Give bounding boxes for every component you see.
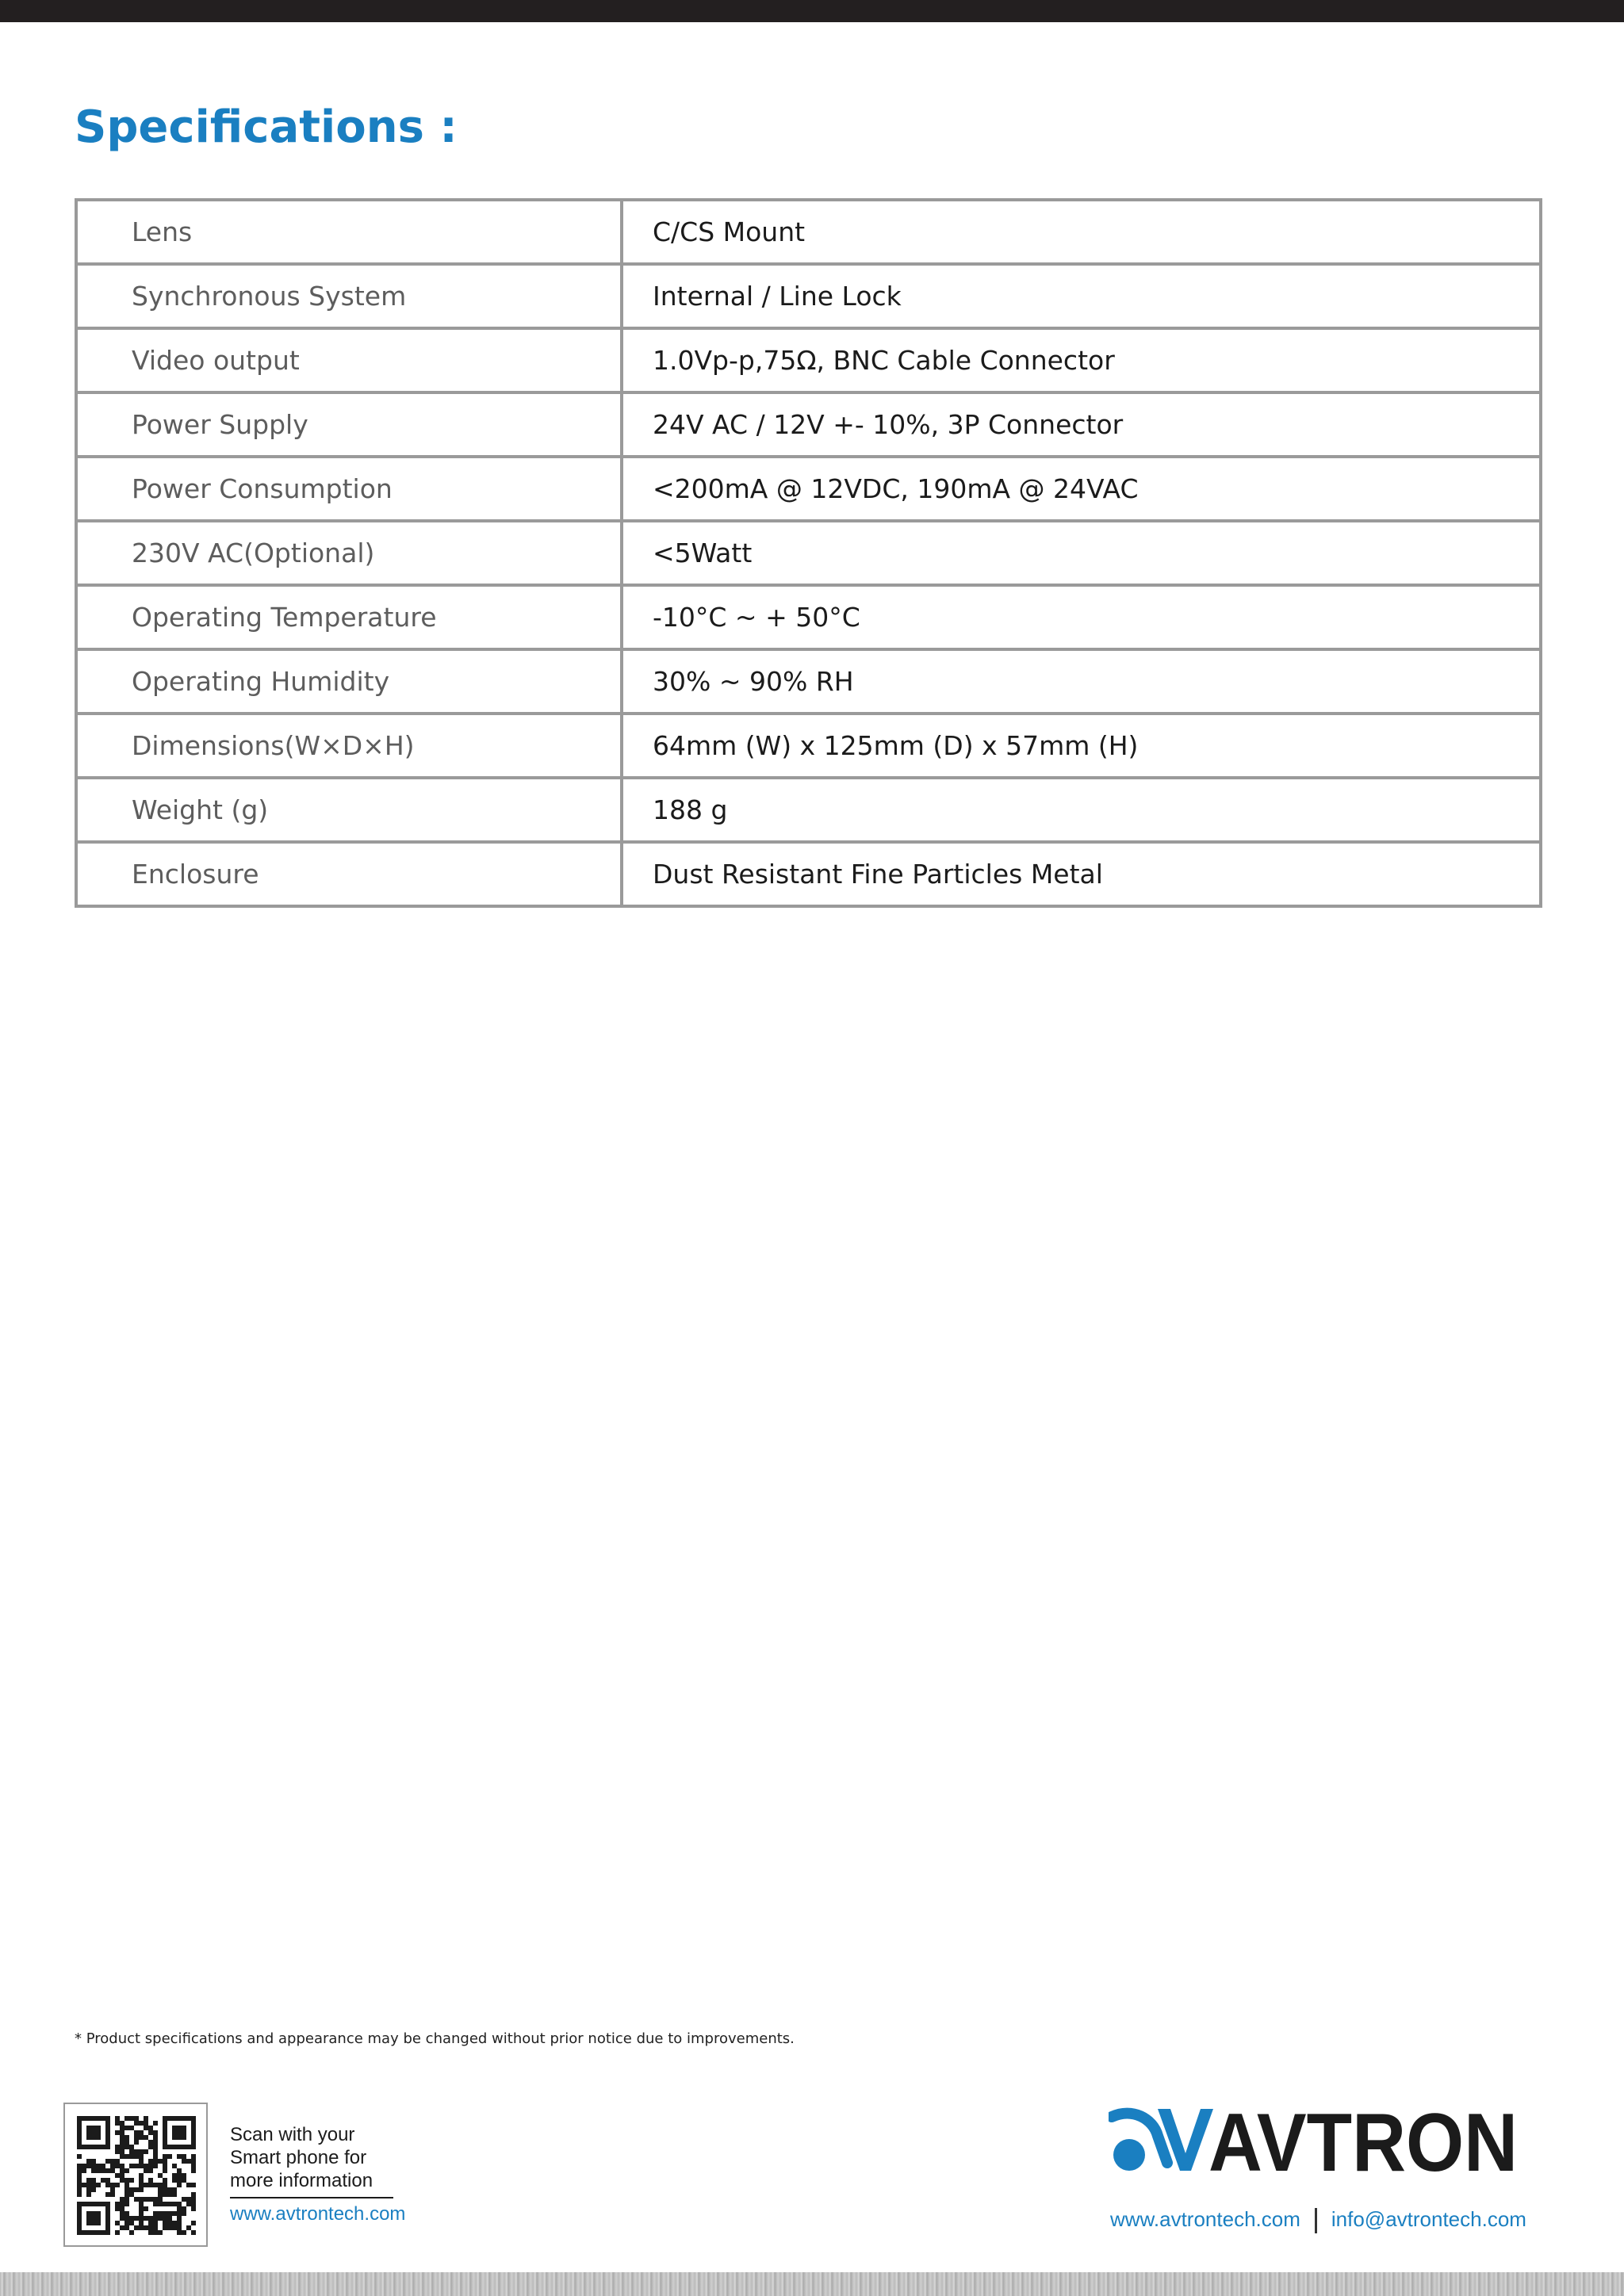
spec-value: Dust Resistant Fine Particles Metal: [622, 842, 1541, 906]
spec-row: [76, 778, 1541, 842]
spec-label: Enclosure: [76, 842, 622, 906]
spec-row: [76, 328, 1541, 392]
bottom-bar: [0, 2272, 1624, 2296]
spec-value: 1.0Vp-p,75Ω, BNC Cable Connector: [622, 328, 1541, 392]
qr-code: [63, 2103, 208, 2247]
scan-line: Scan with your: [230, 2124, 355, 2145]
divider: [230, 2197, 393, 2198]
logo-text: AVTRON: [1208, 2104, 1518, 2175]
spec-row: [76, 649, 1541, 714]
spec-value: 64mm (W) x 125mm (D) x 57mm (H): [622, 714, 1541, 778]
top-bar: [0, 0, 1624, 22]
spec-value: <5Watt: [622, 521, 1541, 585]
spec-label: Synchronous System: [76, 264, 622, 328]
scan-url-link[interactable]: www.avtrontech.com: [230, 2203, 406, 2225]
avtron-logo: [1109, 2104, 1521, 2175]
separator: [1315, 2208, 1317, 2233]
spec-value: -10°C ~ + 50°C: [622, 585, 1541, 649]
contact-line: [1110, 2207, 1526, 2233]
spec-label: Operating Temperature: [76, 585, 622, 649]
spec-value: <200mA @ 12VDC, 190mA @ 24VAC: [622, 457, 1541, 521]
spec-row: [76, 521, 1541, 585]
spec-value: C/CS Mount: [622, 200, 1541, 264]
spec-value: 188 g: [622, 778, 1541, 842]
spec-value: 24V AC / 12V +- 10%, 3P Connector: [622, 392, 1541, 457]
spec-row: [76, 714, 1541, 778]
scan-instructions: [230, 2123, 396, 2192]
scan-line: Smart phone for: [230, 2147, 367, 2168]
spec-row: [76, 457, 1541, 521]
spec-label: Lens: [76, 200, 622, 264]
footnote: * Product specifications and appearance may be changed without prior notice due to improvements.: [75, 2030, 795, 2047]
spec-label: Dimensions(W×D×H): [76, 714, 622, 778]
spec-row: [76, 392, 1541, 457]
spec-label: 230V AC(Optional): [76, 521, 622, 585]
spec-row: [76, 264, 1541, 328]
scan-line: more information: [230, 2170, 373, 2191]
spec-row: [76, 200, 1541, 264]
spec-label: Operating Humidity: [76, 649, 622, 714]
website-link[interactable]: www.avtrontech.com: [1110, 2207, 1300, 2231]
spec-value: Internal / Line Lock: [622, 264, 1541, 328]
specifications-table: [75, 198, 1542, 908]
logo-dot-icon: [1113, 2139, 1145, 2171]
qr-code-icon: [77, 2116, 196, 2235]
spec-label: Weight (g): [76, 778, 622, 842]
email-link[interactable]: info@avtrontech.com: [1331, 2207, 1526, 2231]
spec-value: 30% ~ 90% RH: [622, 649, 1541, 714]
page-title: Specifications :: [75, 101, 458, 153]
spec-label: Video output: [76, 328, 622, 392]
spec-label: Power Consumption: [76, 457, 622, 521]
spec-label: Power Supply: [76, 392, 622, 457]
spec-row: [76, 585, 1541, 649]
spec-row: [76, 842, 1541, 906]
